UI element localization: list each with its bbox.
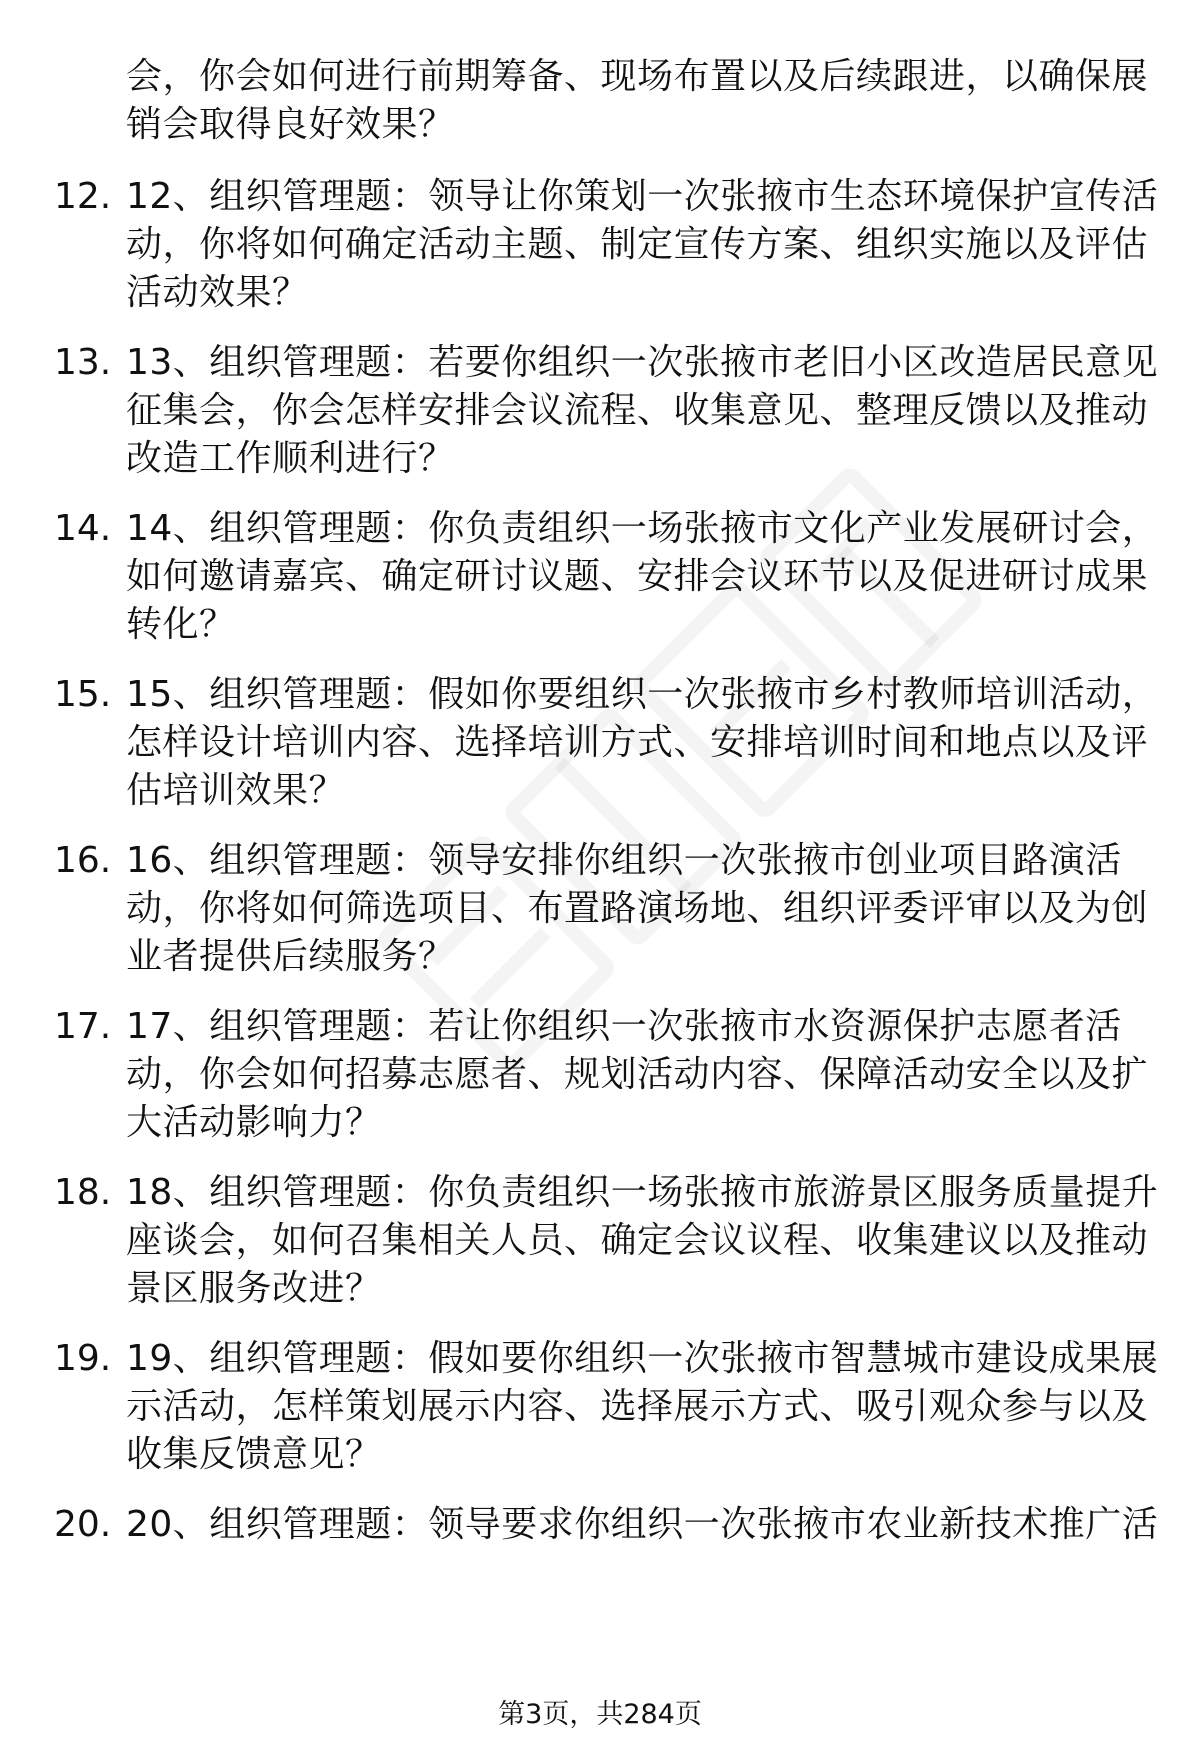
item-number-17: 17. xyxy=(54,1006,112,1047)
item-12-line-2: 动，你将如何确定活动主题、制定宣传方案、组织实施以及评估 xyxy=(126,224,1149,265)
item-number-18: 18. xyxy=(54,1172,112,1213)
item-14-line-2: 如何邀请嘉宾、确定研讨议题、安排会议环节以及促进研讨成果 xyxy=(126,556,1149,597)
item-19-line-3: 收集反馈意见？ xyxy=(126,1434,382,1475)
item-number-12: 12. xyxy=(54,176,112,217)
item-19-line-2: 示活动，怎样策划展示内容、选择展示方式、吸引观众参与以及 xyxy=(126,1386,1149,1427)
intro-line-1: 会，你会如何进行前期筹备、现场布置以及后续跟进，以确保展 xyxy=(126,56,1149,97)
item-12-line-1: 12、组织管理题：领导让你策划一次张掖市生态环境保护宣传活 xyxy=(126,176,1159,217)
item-number-13: 13. xyxy=(54,342,112,383)
item-13-line-3: 改造工作顺利进行？ xyxy=(126,438,455,479)
item-16-line-3: 业者提供后续服务？ xyxy=(126,936,455,977)
item-number-14: 14. xyxy=(54,508,112,549)
item-18-line-3: 景区服务改进？ xyxy=(126,1268,382,1309)
item-16-line-1: 16、组织管理题：领导安排你组织一次张掖市创业项目路演活 xyxy=(126,840,1122,881)
item-17-line-1: 17、组织管理题：若让你组织一次张掖市水资源保护志愿者活 xyxy=(126,1006,1122,1047)
item-number-15: 15. xyxy=(54,674,112,715)
page-footer: 第3页，共284页 xyxy=(498,1699,702,1730)
item-15-line-2: 怎样设计培训内容、选择培训方式、安排培训时间和地点以及评 xyxy=(126,722,1149,763)
item-15-line-3: 估培训效果？ xyxy=(126,770,346,811)
item-14-line-1: 14、组织管理题：你负责组织一场张掖市文化产业发展研讨会， xyxy=(126,508,1159,549)
item-number-20: 20. xyxy=(54,1504,112,1545)
item-number-19: 19. xyxy=(54,1338,112,1379)
item-19-line-1: 19、组织管理题：假如要你组织一次张掖市智慧城市建设成果展 xyxy=(126,1338,1159,1379)
item-18-line-2: 座谈会，如何召集相关人员、确定会议议程、收集建议以及推动 xyxy=(126,1220,1149,1261)
item-13-line-1: 13、组织管理题：若要你组织一次张掖市老旧小区改造居民意见 xyxy=(126,342,1159,383)
item-12-line-3: 活动效果？ xyxy=(126,272,309,313)
item-13-line-2: 征集会，你会怎样安排会议流程、收集意见、整理反馈以及推动 xyxy=(126,390,1149,431)
item-number-16: 16. xyxy=(54,840,112,881)
item-17-line-3: 大活动影响力？ xyxy=(126,1102,382,1143)
item-14-line-3: 转化？ xyxy=(126,604,236,645)
item-20-line-1: 20、组织管理题：领导要求你组织一次张掖市农业新技术推广活 xyxy=(126,1504,1159,1545)
intro-line-2: 销会取得良好效果？ xyxy=(126,104,455,145)
item-17-line-2: 动，你会如何招募志愿者、规划活动内容、保障活动安全以及扩 xyxy=(126,1054,1149,1095)
item-18-line-1: 18、组织管理题：你负责组织一场张掖市旅游景区服务质量提升 xyxy=(126,1172,1159,1213)
item-15-line-1: 15、组织管理题：假如你要组织一次张掖市乡村教师培训活动， xyxy=(126,674,1159,715)
item-16-line-2: 动，你将如何筛选项目、布置路演场地、组织评委评审以及为创 xyxy=(126,888,1149,929)
